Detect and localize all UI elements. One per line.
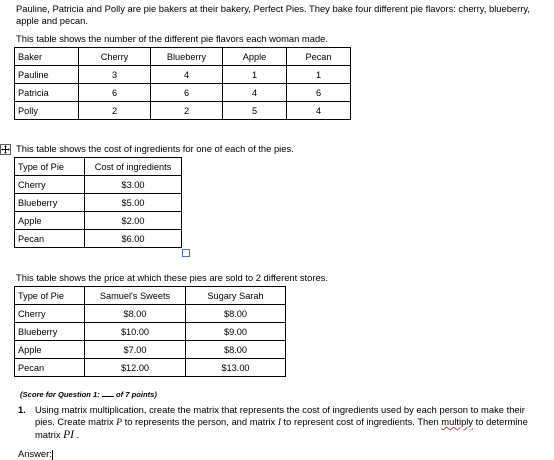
- table-cell: $6.00: [85, 230, 182, 248]
- table-cell: 2: [79, 102, 151, 120]
- matrix-pi-var: PI: [63, 429, 74, 441]
- table-row: [15, 48, 351, 66]
- table-row: [15, 194, 182, 212]
- intro-paragraph: [16, 3, 544, 27]
- table-row: [15, 66, 351, 84]
- table-cell: $2.00: [85, 212, 182, 230]
- table-cell: Apple: [15, 212, 85, 230]
- table-row: [15, 84, 351, 102]
- header-cell: Apple: [223, 48, 287, 66]
- table-cell: Cherry: [15, 176, 85, 194]
- question-text-b: to represents the person, and matrix: [122, 416, 278, 427]
- table-cell: Patricia: [15, 84, 79, 102]
- table-cell: Apple: [15, 341, 85, 359]
- question-text-a: Using matrix multiplication, create the matrix that represents the cost of ingredients used by each person to make their pies. Create matrix: [35, 404, 525, 427]
- table-cell: $10.00: [85, 323, 186, 341]
- table-cell: 3: [79, 66, 151, 84]
- header-cell: Type of Pie: [15, 287, 85, 305]
- table-cell: Blueberry: [15, 194, 85, 212]
- answer-field[interactable]: [18, 448, 53, 460]
- table-cell: $8.00: [186, 341, 286, 359]
- question-text-d: to determine matrix: [35, 416, 528, 440]
- score-prefix: (Score for Question 1:: [20, 390, 102, 399]
- answer-label: Answer:: [18, 448, 52, 459]
- table-row: [15, 176, 182, 194]
- table-cell: 4: [287, 102, 351, 120]
- table-cell: 1: [287, 66, 351, 84]
- table-cell: $3.00: [85, 176, 182, 194]
- header-cell: Blueberry: [151, 48, 223, 66]
- question-1: [18, 404, 538, 441]
- matrix-i-var: I: [277, 418, 281, 428]
- table-cell: Pecan: [15, 230, 85, 248]
- table-cell: $5.00: [85, 194, 182, 212]
- header-cell: Pecan: [287, 48, 351, 66]
- header-cell: Samuel's Sweets: [85, 287, 186, 305]
- table-cell: Cherry: [15, 305, 85, 323]
- table-row: [15, 212, 182, 230]
- table-cell: $12.00: [85, 359, 186, 377]
- table-cell: 6: [151, 84, 223, 102]
- table-row: [15, 230, 182, 248]
- table-cell: 5: [223, 102, 287, 120]
- table-row: [15, 102, 351, 120]
- table-cell: 4: [223, 84, 287, 102]
- intro-text: Pauline, Patricia and Polly are pie bakers at their bakery, Perfect Pies. They bake four different pie flavors: cherry, blueberry, apple and pecan.: [16, 3, 530, 26]
- table-cell: 6: [287, 84, 351, 102]
- resize-handle-icon[interactable]: [182, 249, 190, 257]
- table-cell: $13.00: [186, 359, 286, 377]
- table-cell: Polly: [15, 102, 79, 120]
- table1-caption: This table shows the number of the different pie flavors each woman made.: [16, 33, 328, 44]
- score-note: [20, 389, 157, 401]
- table-cell: $8.00: [85, 305, 186, 323]
- table-cell: Pauline: [15, 66, 79, 84]
- table-cell: 2: [151, 102, 223, 120]
- table-row: [15, 287, 286, 305]
- prices-table: [14, 286, 286, 377]
- table-row: [15, 158, 182, 176]
- header-cell: Cherry: [79, 48, 151, 66]
- question-text-e: .: [73, 429, 80, 440]
- matrix-p-var: P: [116, 418, 123, 428]
- table-row: [15, 341, 286, 359]
- table3-caption: This table shows the price at which these pies are sold to 2 different stores.: [16, 272, 328, 283]
- table-row: [15, 323, 286, 341]
- question-number: 1.: [18, 404, 26, 415]
- table-row: [15, 305, 286, 323]
- score-blank: [102, 389, 114, 397]
- header-cell: Type of Pie: [15, 158, 85, 176]
- bakers-table: [14, 47, 351, 120]
- table-cell: $8.00: [186, 305, 286, 323]
- score-suffix: of 7 points): [113, 390, 157, 399]
- table-cell: 1: [223, 66, 287, 84]
- misspelled-word: multiply: [441, 416, 474, 427]
- header-cell: Cost of ingredients: [85, 158, 182, 176]
- table-cell: Blueberry: [15, 323, 85, 341]
- table-cell: 6: [79, 84, 151, 102]
- header-cell: Baker: [15, 48, 79, 66]
- table-cell: $9.00: [186, 323, 286, 341]
- question-text: [35, 404, 538, 441]
- header-cell: Sugary Sarah: [186, 287, 286, 305]
- move-arrows-icon[interactable]: [0, 144, 11, 155]
- table-cell: Pecan: [15, 359, 85, 377]
- table2-caption: This table shows the cost of ingredients for one of each of the pies.: [16, 143, 294, 154]
- table-cell: $7.00: [85, 341, 186, 359]
- ingredients-table: [14, 157, 182, 248]
- table-cell: 4: [151, 66, 223, 84]
- table-row: [15, 359, 286, 377]
- text-cursor: [52, 450, 53, 460]
- question-text-c: to represent cost of ingredients. Then: [280, 416, 442, 427]
